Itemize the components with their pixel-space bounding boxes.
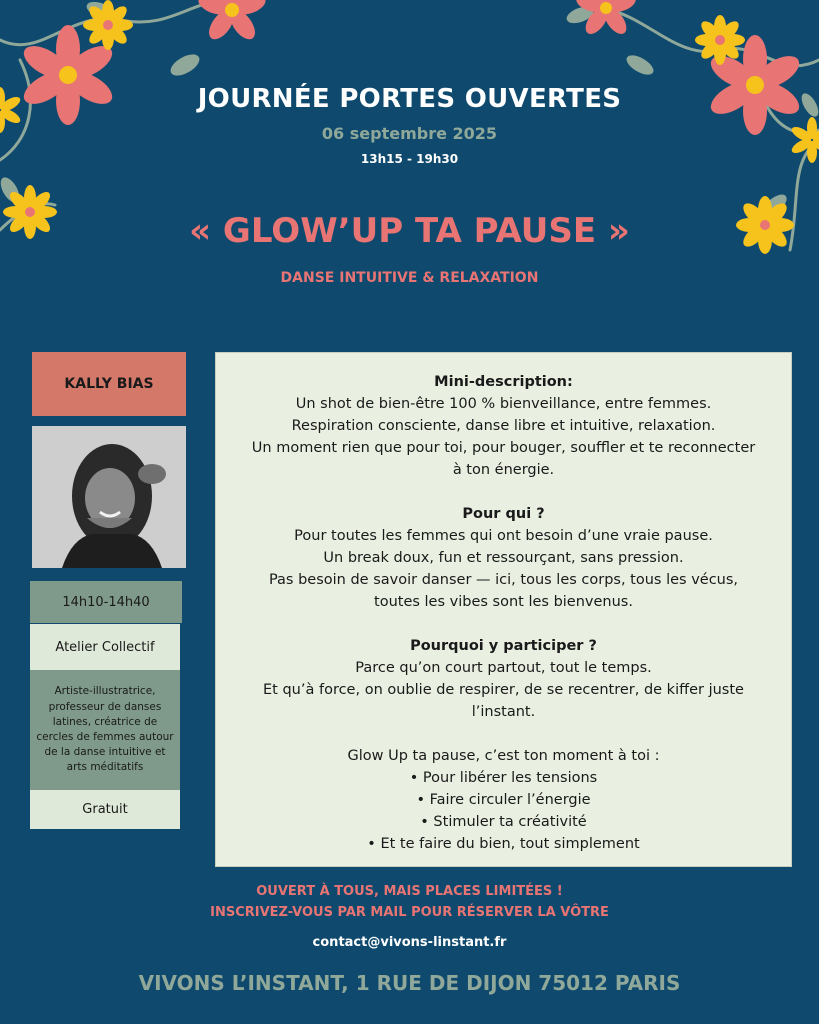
mini-description-title: Mini-description: xyxy=(434,374,573,390)
benefit-item: • Stimuler ta créativité xyxy=(420,814,587,830)
mini-description-line: à ton énergie. xyxy=(452,462,555,478)
page-title: JOURNÉE PORTES OUVERTES xyxy=(197,84,622,114)
event-subtitle: DANSE INTUITIVE & RELAXATION xyxy=(280,270,539,286)
pink-flower-icon xyxy=(19,0,805,135)
why-line: l’instant. xyxy=(471,704,536,720)
cta-line-1: OUVERT À TOUS, MAIS PLACES LIMITÉES ! xyxy=(256,884,563,899)
benefit-item: • Et te faire du bien, tout simplement xyxy=(367,836,640,852)
why-line: Parce qu’on court partout, tout le temps. xyxy=(355,660,652,676)
event-title: « GLOW’UP TA PAUSE » xyxy=(189,211,630,251)
cta-line-2: INSCRIVEZ-VOUS PAR MAIL POUR RÉSERVER LA VÔTRE xyxy=(210,905,609,920)
host-bio: Artiste-illustratrice, professeur de danses latines, créatrice de cercles de femmes autour de la danse intuitive et arts méditatifs xyxy=(30,670,180,790)
session-time: 14h10-14h40 xyxy=(30,581,182,623)
session-format: Atelier Collectif xyxy=(30,624,180,670)
venue-address: VIVONS L’INSTANT, 1 RUE DE DIJON 75012 PARIS xyxy=(138,971,681,995)
description-panel xyxy=(215,352,792,867)
glow-intro: Glow Up ta pause, c’est ton moment à toi : xyxy=(347,748,660,764)
benefit-item: • Faire circuler l’énergie xyxy=(416,792,591,808)
for-who-title: Pour qui ? xyxy=(462,506,545,522)
contact-email-link[interactable]: contact@vivons-linstant.fr xyxy=(312,935,507,950)
event-hours: 13h15 - 19h30 xyxy=(360,152,459,166)
for-who-line: Un break doux, fun et ressourçant, sans pression. xyxy=(323,550,684,566)
for-who-line: Pour toutes les femmes qui ont besoin d’une vraie pause. xyxy=(294,528,713,544)
mini-description-line: Respiration consciente, danse libre et intuitive, relaxation. xyxy=(291,418,716,434)
session-price: Gratuit xyxy=(30,790,180,829)
for-who-line: Pas besoin de savoir danser — ici, tous les corps, tous les vécus, xyxy=(268,572,739,588)
event-date: 06 septembre 2025 xyxy=(321,124,498,143)
mini-description-line: Un moment rien que pour toi, pour bouger, souffler et te reconnecter xyxy=(251,440,756,456)
host-name: KALLY BIAS xyxy=(32,352,186,416)
why-title: Pourquoi y participer ? xyxy=(410,638,597,654)
host-photo xyxy=(32,426,186,568)
benefit-item: • Pour libérer les tensions xyxy=(409,770,598,786)
why-line: Et qu’à force, on oublie de respirer, de se recentrer, de kiffer juste xyxy=(263,682,744,698)
mini-description-line: Un shot de bien-être 100 % bienveillance, entre femmes. xyxy=(295,396,712,412)
for-who-line: toutes les vibes sont les bienvenus. xyxy=(374,594,633,610)
